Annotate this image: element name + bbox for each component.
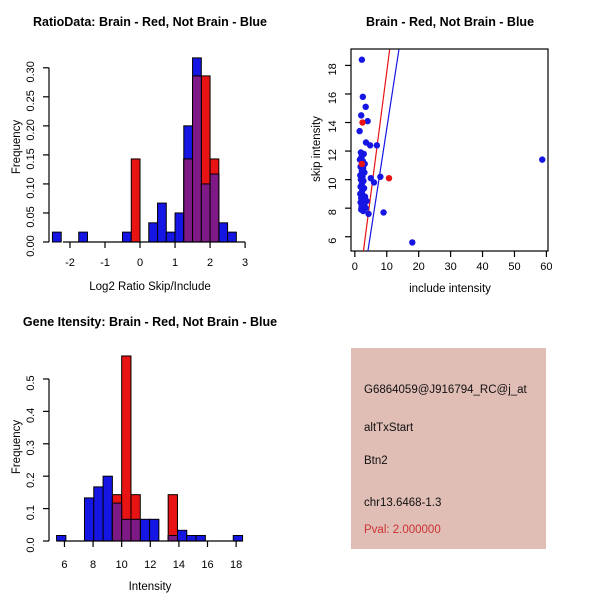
x-axis-label: Intensity <box>128 581 172 593</box>
histogram-bar-blue <box>150 519 159 541</box>
tick-label: 16 <box>327 91 339 105</box>
scatter-point-blue <box>380 209 386 215</box>
panel-gene-intensity-histogram <box>0 300 300 600</box>
brain-fit-line <box>363 50 389 251</box>
chart-title: Gene Itensity: Brain - Red, Not Brain - Blue <box>22 315 278 329</box>
chart-title: RatioData: Brain - Red, Not Brain - Blue <box>32 15 268 29</box>
histogram-bar-blue <box>166 232 175 242</box>
scatter-point-blue <box>356 128 362 134</box>
intensity-scatter-plot <box>300 0 600 300</box>
scatter-point-blue <box>539 156 545 162</box>
scatter-point-blue <box>367 142 373 148</box>
panel-gene-info <box>300 300 600 600</box>
gene-info-box <box>351 348 546 549</box>
plot-box <box>351 49 548 251</box>
histogram-bar-blue <box>158 203 167 242</box>
histogram-bar-overlap <box>193 76 202 242</box>
scatter-point-blue <box>377 174 383 180</box>
histogram-bar-blue <box>149 223 158 242</box>
histogram-bar-overlap <box>168 535 177 541</box>
chart-title: Brain - Red, Not Brain - Blue <box>365 15 535 29</box>
y-axis-label: Frequency <box>11 419 23 475</box>
tick-label: 16 <box>201 559 214 571</box>
scatter-point-red <box>386 175 392 181</box>
histogram-bar-red <box>131 159 140 242</box>
tick-label: 6 <box>61 559 68 571</box>
histogram-bar-blue <box>228 232 237 242</box>
histogram-bar-blue <box>103 476 112 541</box>
probe-id: G6864059@J916794_RC@j_at <box>364 384 527 396</box>
histogram-bar-blue <box>94 487 103 541</box>
histogram-bar-blue <box>219 223 228 242</box>
scatter-point-blue <box>409 239 415 245</box>
histogram-bar-overlap <box>184 159 193 242</box>
histogram-bar-blue <box>187 535 196 541</box>
tick-label: 50 <box>508 261 521 273</box>
tick-label: 0.0 <box>25 537 37 553</box>
y-axis-label: skip intensity <box>311 116 323 182</box>
histogram-bar-blue <box>84 498 93 541</box>
histogram-bar-blue <box>140 519 149 541</box>
y-axis-label: Frequency <box>11 119 23 175</box>
tick-label: 12 <box>144 559 157 571</box>
scatter-point-blue <box>362 104 368 110</box>
gene-symbol: Btn2 <box>364 455 388 467</box>
ratio-histogram-plot <box>0 0 300 300</box>
tick-label: 10 <box>115 559 128 571</box>
scatter-point-red <box>359 119 365 125</box>
event-type: altTxStart <box>364 422 414 434</box>
tick-label: 0.2 <box>25 472 37 488</box>
histogram-bar-overlap <box>122 519 131 541</box>
panel-ratio-histogram <box>0 0 300 300</box>
tick-label: 0.05 <box>25 206 37 228</box>
tick-label: 0 <box>136 257 144 269</box>
histogram-bar-red <box>168 495 177 541</box>
scatter-point-blue <box>359 57 365 63</box>
tick-label: 12 <box>327 148 339 162</box>
tick-label: 60 <box>540 261 553 273</box>
tick-label: 18 <box>229 559 243 571</box>
tick-label: 40 <box>476 261 489 273</box>
histogram-bar-blue <box>57 535 66 541</box>
tick-label: 0.10 <box>25 177 37 199</box>
histogram-bar-blue <box>52 232 61 242</box>
histogram-bar-blue <box>177 530 186 541</box>
histogram-bar-blue <box>175 213 184 242</box>
tick-label: 0.1 <box>25 504 37 521</box>
tick-label: 0.20 <box>25 119 37 141</box>
gene-intensity-histogram-plot <box>0 300 300 600</box>
panel-intensity-scatter <box>300 0 600 300</box>
histogram-bar-red <box>122 356 131 541</box>
pvalue-text: Pval: 2.000000 <box>364 524 441 536</box>
tick-label: 0.00 <box>25 235 37 257</box>
tick-label: 0.4 <box>25 407 37 424</box>
tick-label: 30 <box>444 261 457 273</box>
tick-label: 3 <box>242 257 249 269</box>
scatter-point-red <box>359 161 365 167</box>
tick-label: 20 <box>412 261 425 273</box>
tick-label: -2 <box>65 257 75 269</box>
tick-label: 14 <box>172 559 186 571</box>
tick-label: 18 <box>327 63 339 76</box>
scatter-point-blue <box>365 211 371 217</box>
tick-label: 0.3 <box>25 440 37 456</box>
histogram-bar-overlap <box>112 503 121 541</box>
histogram-bar-overlap <box>201 184 210 242</box>
tick-label: 14 <box>327 120 339 133</box>
x-axis-label: Log2 Ratio Skip/Include <box>89 281 211 293</box>
histogram-bar-overlap <box>210 174 219 242</box>
tick-label: 2 <box>207 257 214 269</box>
scatter-point-blue <box>360 208 366 214</box>
scatter-point-blue <box>371 179 377 185</box>
tick-label: 0.30 <box>25 61 37 83</box>
histogram-bar-blue <box>233 535 242 541</box>
tick-label: 0.25 <box>25 90 37 112</box>
tick-label: 8 <box>327 209 339 216</box>
tick-label: 6 <box>327 237 339 244</box>
scatter-point-blue <box>358 112 364 118</box>
tick-label: 8 <box>89 559 97 571</box>
histogram-bar-blue <box>196 535 205 541</box>
x-axis-label: include intensity <box>409 283 491 295</box>
tick-label: 10 <box>327 177 339 190</box>
histogram-bar-overlap <box>131 519 140 541</box>
tick-label: 10 <box>380 261 393 273</box>
histogram-bar-blue <box>123 232 132 242</box>
scatter-point-blue <box>374 142 380 148</box>
tick-label: -1 <box>100 257 110 269</box>
tick-label: 0.15 <box>25 148 37 170</box>
scatter-point-blue <box>360 94 366 100</box>
tick-label: 1 <box>171 257 179 269</box>
genomic-location: chr13.6468-1.3 <box>364 497 442 509</box>
not-brain-fit-line <box>368 50 399 251</box>
tick-label: 0 <box>351 261 358 273</box>
histogram-bar-blue <box>79 232 88 242</box>
tick-label: 0.5 <box>25 375 37 391</box>
